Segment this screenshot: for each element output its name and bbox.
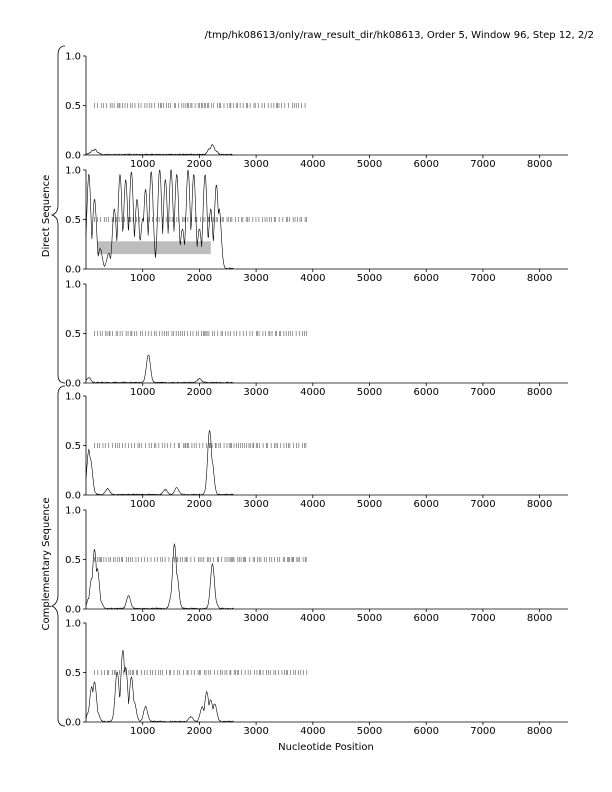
y-tick-label: 1.0 (65, 505, 81, 517)
x-tick-label: 6000 (413, 613, 439, 624)
y-tick-label: 1.0 (65, 391, 81, 403)
plot-panels (65, 52, 568, 738)
x-tick-label: 8000 (526, 387, 553, 398)
y-tick-label: 0.0 (65, 604, 81, 616)
x-axis-label: Nucleotide Position (278, 742, 374, 753)
x-tick-label: 3000 (243, 273, 269, 284)
x-tick-label: 5000 (356, 387, 383, 398)
x-tick-label: 2000 (186, 273, 213, 284)
x-tick-label: 3000 (243, 726, 269, 737)
group-bracket-complementary (52, 386, 65, 726)
plot-panel-4 (65, 392, 568, 511)
x-tick-label: 7000 (470, 726, 496, 737)
x-tick-label: 8000 (526, 726, 553, 737)
signal-line (86, 651, 233, 722)
y-tick-label: 0.5 (65, 329, 81, 340)
x-tick-label: 2000 (186, 613, 213, 624)
x-tick-label: 8000 (526, 273, 553, 284)
x-tick-label: 2000 (186, 726, 213, 737)
x-tick-label: 4000 (300, 273, 326, 284)
x-tick-label: 4000 (300, 499, 326, 510)
x-tick-label: 3000 (243, 499, 269, 510)
x-tick-label: 6000 (413, 387, 439, 398)
shaded-band (97, 241, 210, 254)
y-tick-label: 1.0 (65, 165, 81, 177)
x-tick-label: 3000 (243, 613, 269, 624)
y-tick-label: 0.0 (65, 717, 81, 729)
y-tick-label: 0.5 (65, 215, 81, 226)
x-tick-label: 6000 (413, 499, 439, 510)
y-tick-label: 0.0 (65, 150, 81, 162)
x-tick-label: 1000 (129, 613, 156, 624)
group-bracket-direct (52, 46, 65, 383)
x-tick-label: 6000 (413, 159, 439, 170)
x-tick-label: 5000 (356, 613, 383, 624)
x-tick-label: 4000 (300, 159, 326, 170)
x-tick-label: 7000 (470, 499, 496, 510)
x-tick-label: 2000 (186, 499, 213, 510)
x-tick-label: 5000 (356, 499, 383, 510)
x-tick-label: 3000 (243, 387, 269, 398)
x-tick-label: 7000 (470, 273, 496, 284)
plot-panel-6 (65, 619, 568, 738)
header-title: /tmp/hk08613/only/raw_result_dir/hk08613, Order 5, Window 96, Step 12, 2/2 (204, 30, 594, 41)
x-tick-label: 4000 (300, 387, 326, 398)
y-tick-label: 0.0 (65, 264, 81, 276)
y-tick-label: 1.0 (65, 618, 81, 630)
x-tick-label: 1000 (129, 726, 156, 737)
x-tick-label: 7000 (470, 613, 496, 624)
x-tick-label: 7000 (470, 159, 496, 170)
signal-line (86, 145, 233, 155)
y-tick-label: 0.5 (65, 668, 81, 679)
x-tick-label: 8000 (526, 613, 553, 624)
plot-panel-1 (65, 52, 568, 171)
x-tick-label: 2000 (186, 159, 213, 170)
y-tick-label: 0.5 (65, 555, 81, 566)
plot-panel-2 (65, 166, 568, 285)
x-tick-label: 7000 (470, 387, 496, 398)
signal-line (86, 544, 233, 609)
group-label-direct: Direct Sequence (41, 174, 52, 258)
x-tick-label: 5000 (356, 273, 383, 284)
y-tick-label: 0.5 (65, 441, 81, 452)
y-tick-label: 0.0 (65, 490, 81, 502)
x-tick-label: 8000 (526, 159, 553, 170)
x-tick-label: 2000 (186, 387, 213, 398)
plot-panel-3 (65, 280, 568, 399)
y-tick-label: 0.0 (65, 378, 81, 390)
y-tick-label: 1.0 (65, 51, 81, 63)
x-tick-label: 4000 (300, 726, 326, 737)
x-tick-label: 4000 (300, 613, 326, 624)
x-tick-label: 5000 (356, 726, 383, 737)
x-tick-label: 1000 (129, 159, 156, 170)
signal-line (86, 355, 233, 383)
x-tick-label: 1000 (129, 273, 156, 284)
x-tick-label: 1000 (129, 387, 156, 398)
x-tick-label: 6000 (413, 726, 439, 737)
y-tick-label: 0.5 (65, 101, 81, 112)
x-tick-label: 1000 (129, 499, 156, 510)
plot-panel-5 (65, 506, 568, 625)
x-tick-label: 3000 (243, 159, 269, 170)
y-tick-label: 1.0 (65, 279, 81, 291)
x-tick-label: 6000 (413, 273, 439, 284)
x-tick-label: 5000 (356, 159, 383, 170)
signal-line (86, 431, 233, 495)
x-tick-label: 8000 (526, 499, 553, 510)
group-label-complementary: Complementary Sequence (41, 497, 52, 631)
